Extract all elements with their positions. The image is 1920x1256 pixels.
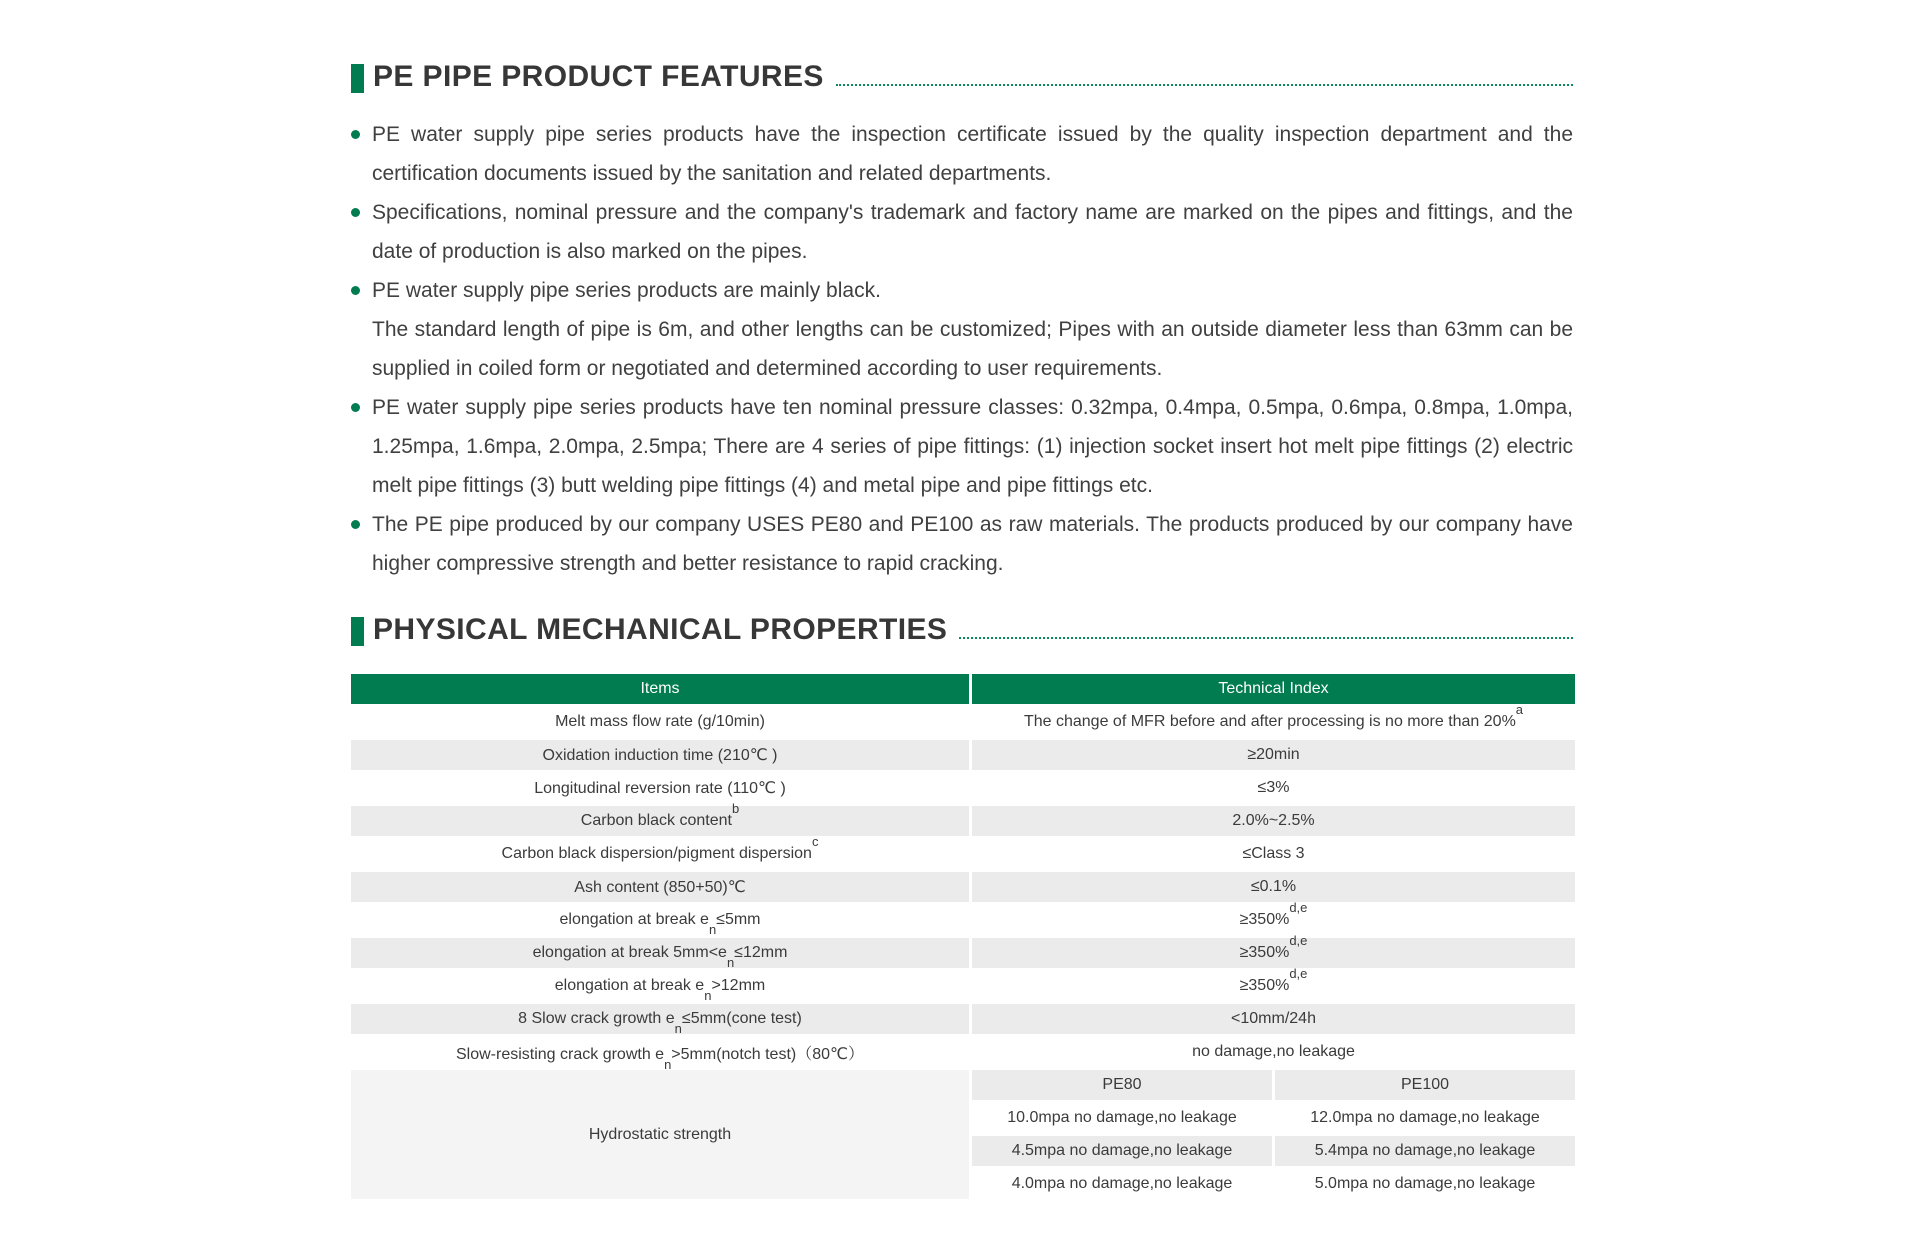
dotted-leader [959, 637, 1573, 639]
item-cell: Carbon black content$^b$ [351, 806, 969, 836]
feature-text: Specifications, nominal pressure and the company's trademark and factory name are marked on the pipes and fittings, and the date of production is also marked on the pipes. [372, 201, 1573, 263]
bullet-icon [351, 520, 360, 529]
feature-text: PE water supply pipe series products have ten nominal pressure classes: 0.32mpa, 0.4mpa, 0.5mpa, 0.6mpa, 0.8mpa, 1.0mpa, 1.25mpa, 1.6mpa, 2.0mpa, 2.5mpa; There are 4 series of pipe fittings: (1) injection socket insert hot melt pipe fittings (2) electric melt pipe fittings (3) butt welding pipe fittings (4) and metal pipe and pipe fittings etc. [372, 396, 1573, 497]
table-row [351, 806, 1575, 836]
table-row [351, 839, 1575, 869]
value-cell: <10mm/24h [972, 1004, 1575, 1034]
table-row [351, 905, 1575, 935]
feature-bullet [351, 193, 1573, 271]
features-section-title: PE PIPE PRODUCT FEATURES [373, 60, 824, 93]
feature-bullet [351, 505, 1573, 583]
pe100-value-cell: 5.0mpa no damage,no leakage [1275, 1169, 1575, 1199]
feature-text: PE water supply pipe series products are mainly black. [372, 279, 881, 302]
table-row [351, 740, 1575, 770]
pe80-value-cell: 10.0mpa no damage,no leakage [972, 1103, 1272, 1133]
value-cell: The change of MFR before and after processing is no more than 20%$^a$ [972, 707, 1575, 737]
features-section-heading [351, 60, 1573, 94]
pe80-value-cell: 4.0mpa no damage,no leakage [972, 1169, 1272, 1199]
table-row-hydrostatic-header [351, 1070, 1575, 1100]
bullet-icon [351, 403, 360, 412]
bullet-icon [351, 130, 360, 139]
pe80-value-cell: 4.5mpa no damage,no leakage [972, 1136, 1272, 1166]
table-row [351, 971, 1575, 1001]
properties-table [348, 671, 1578, 1202]
value-cell: ≥350%$^{d,e}$ [972, 938, 1575, 968]
value-cell: ≤0.1% [972, 872, 1575, 902]
properties-section-title: PHYSICAL MECHANICAL PROPERTIES [373, 613, 948, 646]
dotted-leader [836, 84, 1573, 86]
item-cell: Melt mass flow rate (g/10min) [351, 707, 969, 737]
feature-bullet [351, 271, 1573, 388]
feature-bullet [351, 388, 1573, 505]
item-cell: elongation at break $e_n\le 5mm$ [351, 905, 969, 935]
pe80-column-header: PE80 [972, 1070, 1272, 1100]
pe100-column-header: PE100 [1275, 1070, 1575, 1100]
pe100-value-cell: 5.4mpa no damage,no leakage [1275, 1136, 1575, 1166]
feature-text: PE water supply pipe series products have the inspection certificate issued by the quality inspection department and the certification documents issued by the sanitation and related departments. [372, 123, 1573, 185]
table-row [351, 1037, 1575, 1067]
hydrostatic-strength-cell: Hydrostatic strength [351, 1070, 969, 1199]
properties-section-heading [351, 613, 1573, 647]
table-row [351, 773, 1575, 803]
table-row [351, 707, 1575, 737]
item-cell: Carbon black dispersion/pigment dispersion$^c$ [351, 839, 969, 869]
page-content [351, 0, 1573, 1202]
value-cell: ≥350%$^{d,e}$ [972, 971, 1575, 1001]
table-row [351, 1004, 1575, 1034]
bullet-icon [351, 208, 360, 217]
table-header-row [351, 674, 1575, 704]
value-cell: ≥350%$^{d,e}$ [972, 905, 1575, 935]
item-cell: elongation at break $e_n>12mm$ [351, 971, 969, 1001]
value-cell: no damage,no leakage [972, 1037, 1575, 1067]
item-cell: Ash content (850+50)℃ [351, 872, 969, 902]
section-marker-icon [351, 617, 364, 646]
section-marker-icon [351, 64, 364, 93]
value-cell: ≤Class 3 [972, 839, 1575, 869]
value-cell: ≤3% [972, 773, 1575, 803]
bullet-icon [351, 286, 360, 295]
pe100-value-cell: 12.0mpa no damage,no leakage [1275, 1103, 1575, 1133]
table-row [351, 872, 1575, 902]
column-header-items: Items [351, 674, 969, 704]
feature-text: The PE pipe produced by our company USES PE80 and PE100 as raw materials. The products produced by our company have higher compressive strength and better resistance to rapid cracking. [372, 513, 1573, 575]
column-header-technical-index: Technical Index [972, 674, 1575, 704]
item-cell: 8 Slow crack growth $e_n\le 5mm(cone$ test) [351, 1004, 969, 1034]
feature-text: The standard length of pipe is 6m, and other lengths can be customized; Pipes with an outside diameter less than 63mm can be supplied in coiled form or negotiated and determined according to user requirements. [372, 318, 1573, 380]
item-cell: Longitudinal reversion rate (110℃ ) [351, 773, 969, 803]
features-bullet-list [351, 115, 1573, 583]
item-cell: Oxidation induction time (210℃ ) [351, 740, 969, 770]
item-cell: Slow-resisting crack growth $e_n>5mm(notch$ test)（80℃） [351, 1037, 969, 1067]
table-row [351, 938, 1575, 968]
value-cell: ≥20min [972, 740, 1575, 770]
item-cell: elongation at break $5mm<e_n\le 12mm$ [351, 938, 969, 968]
value-cell: 2.0%~2.5% [972, 806, 1575, 836]
feature-bullet [351, 115, 1573, 193]
